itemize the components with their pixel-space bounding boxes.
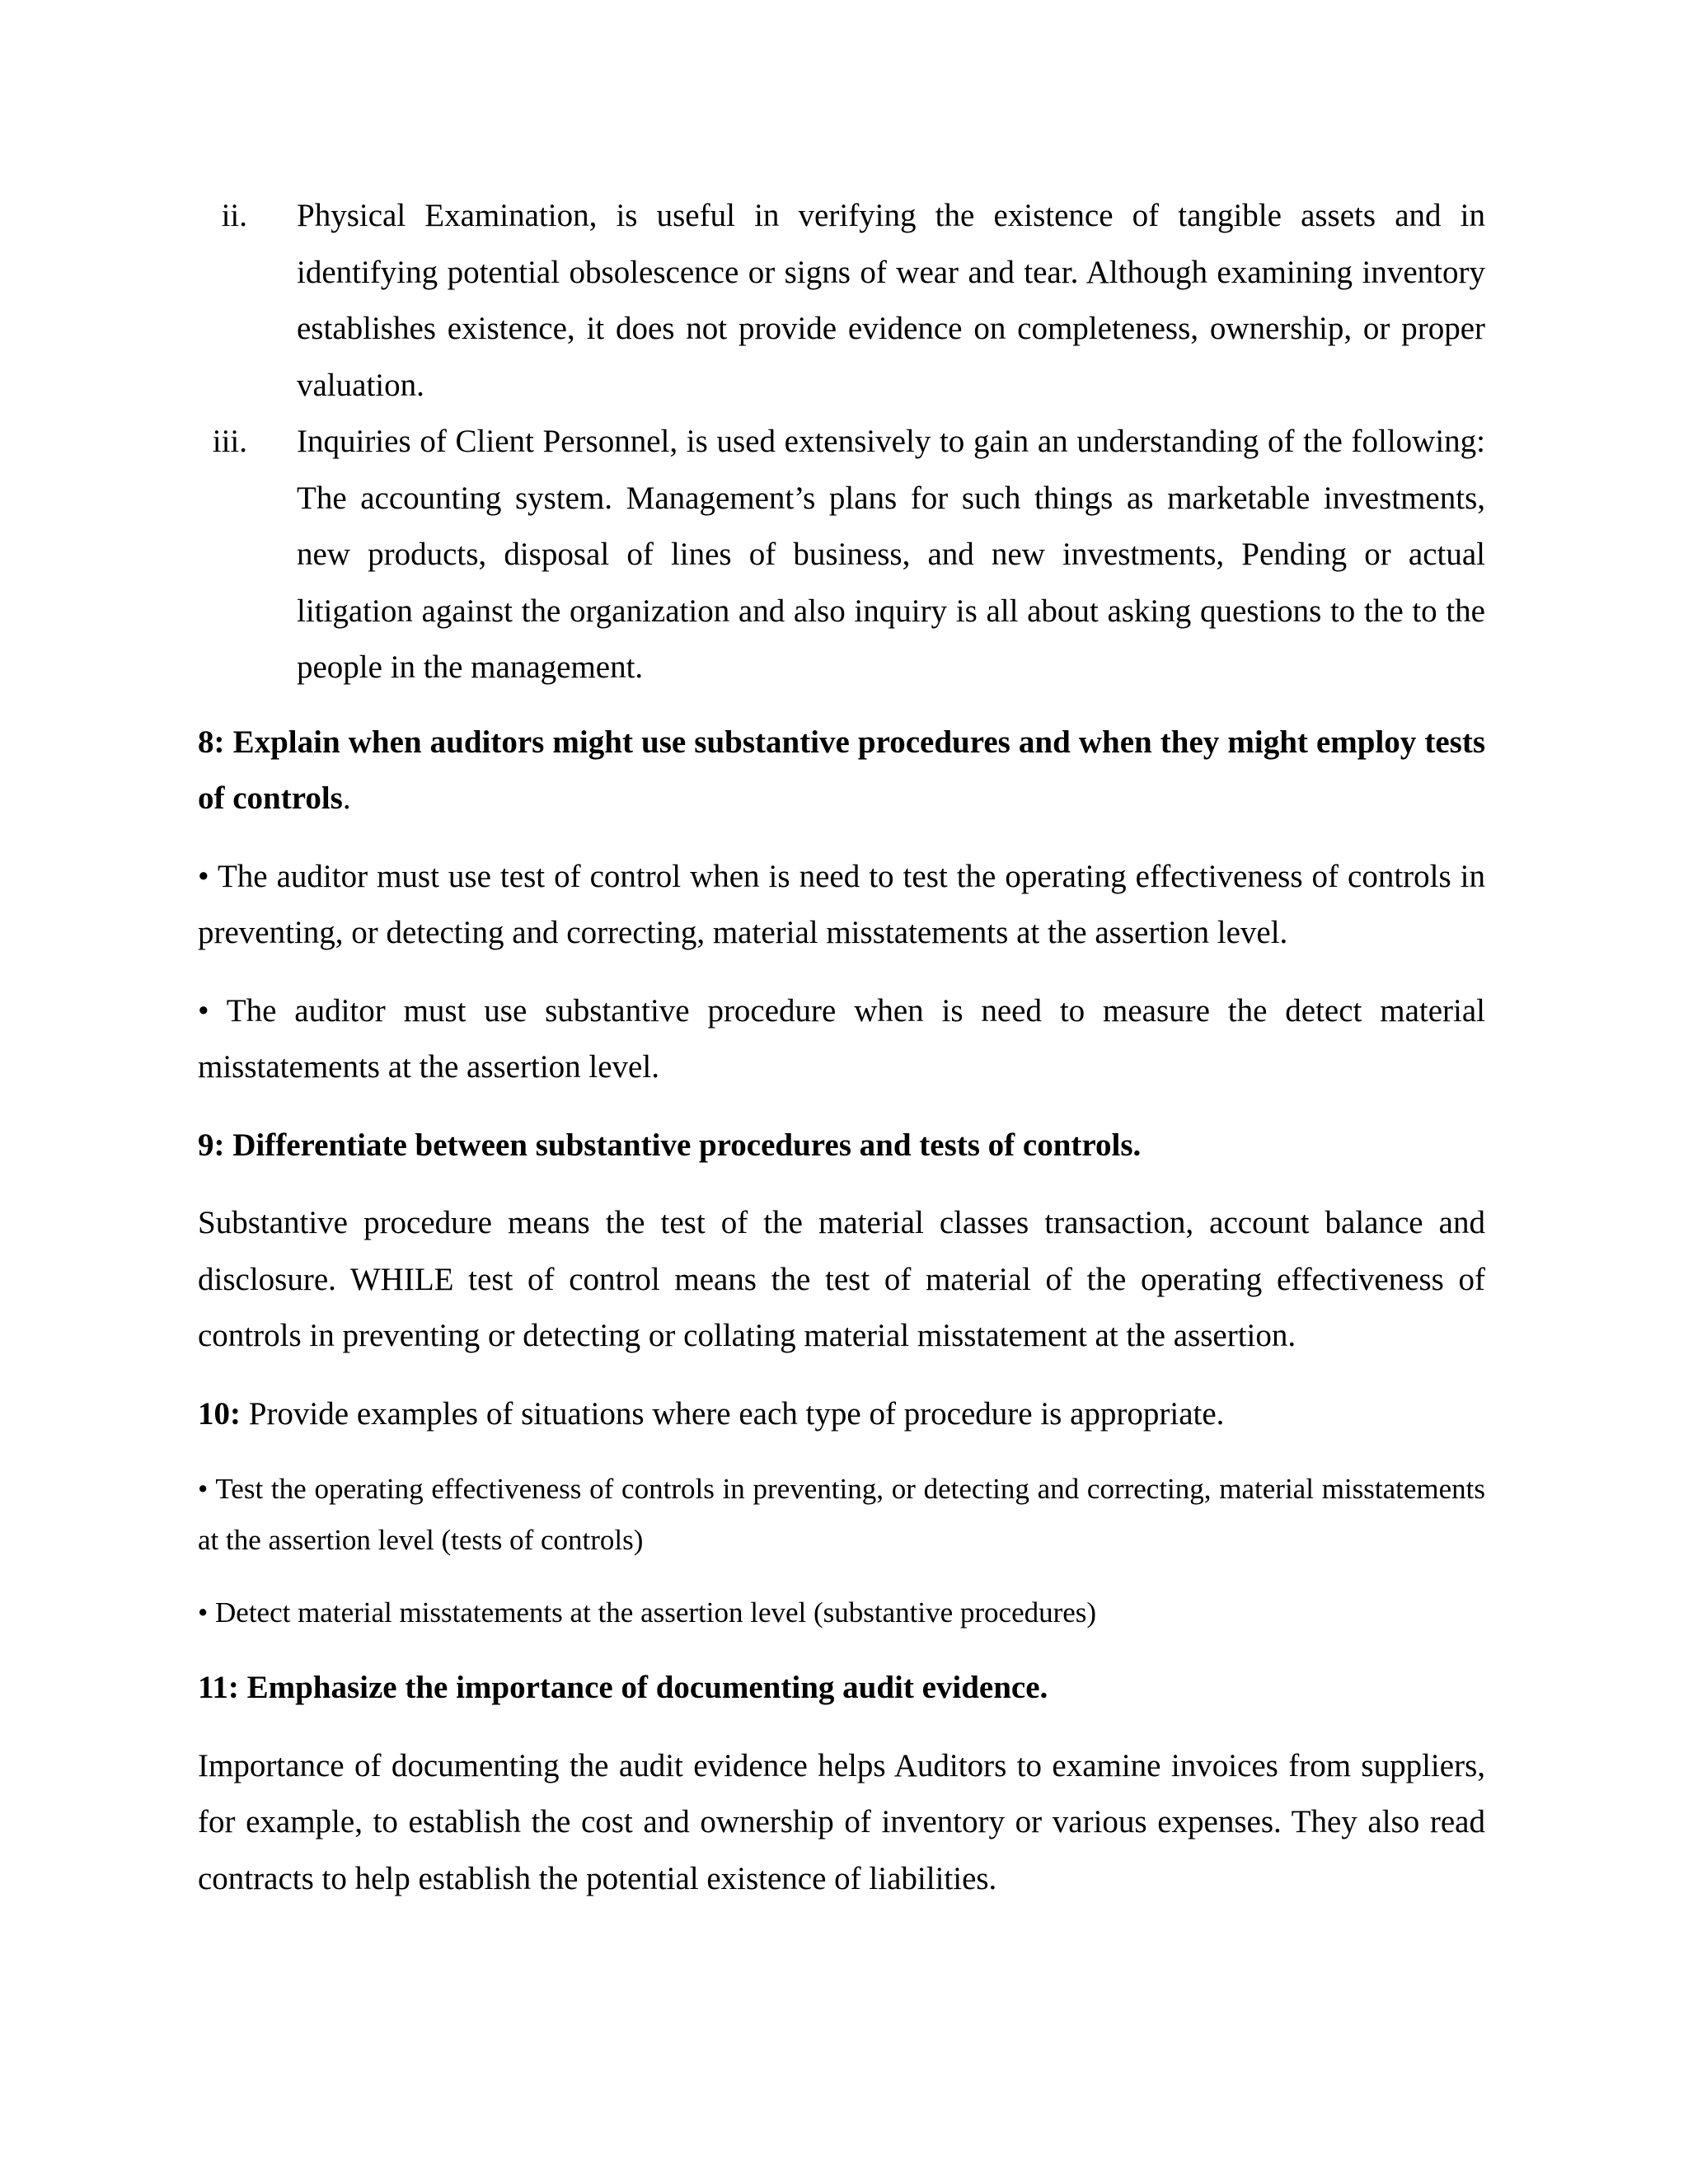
- list-item-ii: [198, 188, 1485, 414]
- list-item-text: Physical Examination, is useful in verifying the existence of tangible assets and in identifying potential obsolescence or signs of wear and tear. Although examining inventory establishes existence, it does not provide evidence on completeness, ownership, or proper valuation.: [297, 198, 1485, 403]
- document-page: [198, 188, 1485, 1907]
- question-11-heading: 11: Emphasize the importance of documenting audit evidence.: [198, 1670, 1048, 1705]
- list-item-text: Inquiries of Client Personnel, is used extensively to gain an understanding of the following: The accounting system. Management’s plans for such things as marketable investments, new products, disposal of lines of business, and new investments, Pending or actual litigation against the organization and also inquiry is all about asking questions to the to the people in the management.: [297, 424, 1485, 685]
- question-8-bullet-1: • The auditor must use test of control when is need to test the operating effectiveness of controls in preventing, or detecting and correcting, material misstatements at the assertion level.: [198, 858, 1485, 950]
- list-item-iii: [198, 414, 1485, 696]
- question-8-bullet-2: • The auditor must use substantive procedure when is need to measure the detect material misstatements at the assertion level.: [198, 992, 1485, 1085]
- question-8-period: .: [342, 780, 351, 816]
- list-number: iii.: [212, 424, 247, 459]
- list-number: ii.: [221, 198, 247, 233]
- question-10-label: 10:: [198, 1395, 241, 1432]
- question-10-text: Provide examples of situations where each type of procedure is appropriate.: [241, 1395, 1225, 1432]
- question-10-heading: [198, 1386, 1485, 1443]
- question-9-body: Substantive procedure means the test of the material classes transaction, account balance and disclosure. WHILE test of control means the test of material of the operating effectiveness of controls in preventing or detecting or collating material misstatement at the assertion.: [198, 1205, 1485, 1353]
- question-10-bullet-1: • Test the operating effectiveness of controls in preventing, or detecting and correcting, material misstatements at the assertion level (tests of controls): [198, 1473, 1485, 1556]
- question-8-heading: [198, 715, 1485, 827]
- question-9-heading: 9: Differentiate between substantive procedures and tests of controls.: [198, 1127, 1142, 1163]
- question-8-title: 8: Explain when auditors might use substantive procedures and when they might employ tests of controls: [198, 724, 1485, 816]
- question-11-body: Importance of documenting the audit evidence helps Auditors to examine invoices from suppliers, for example, to establish the cost and ownership of inventory or various expenses. They also read contracts to help establish the potential existence of liabilities.: [198, 1747, 1485, 1896]
- question-10-bullet-2: • Detect material misstatements at the assertion level (substantive procedures): [198, 1596, 1097, 1629]
